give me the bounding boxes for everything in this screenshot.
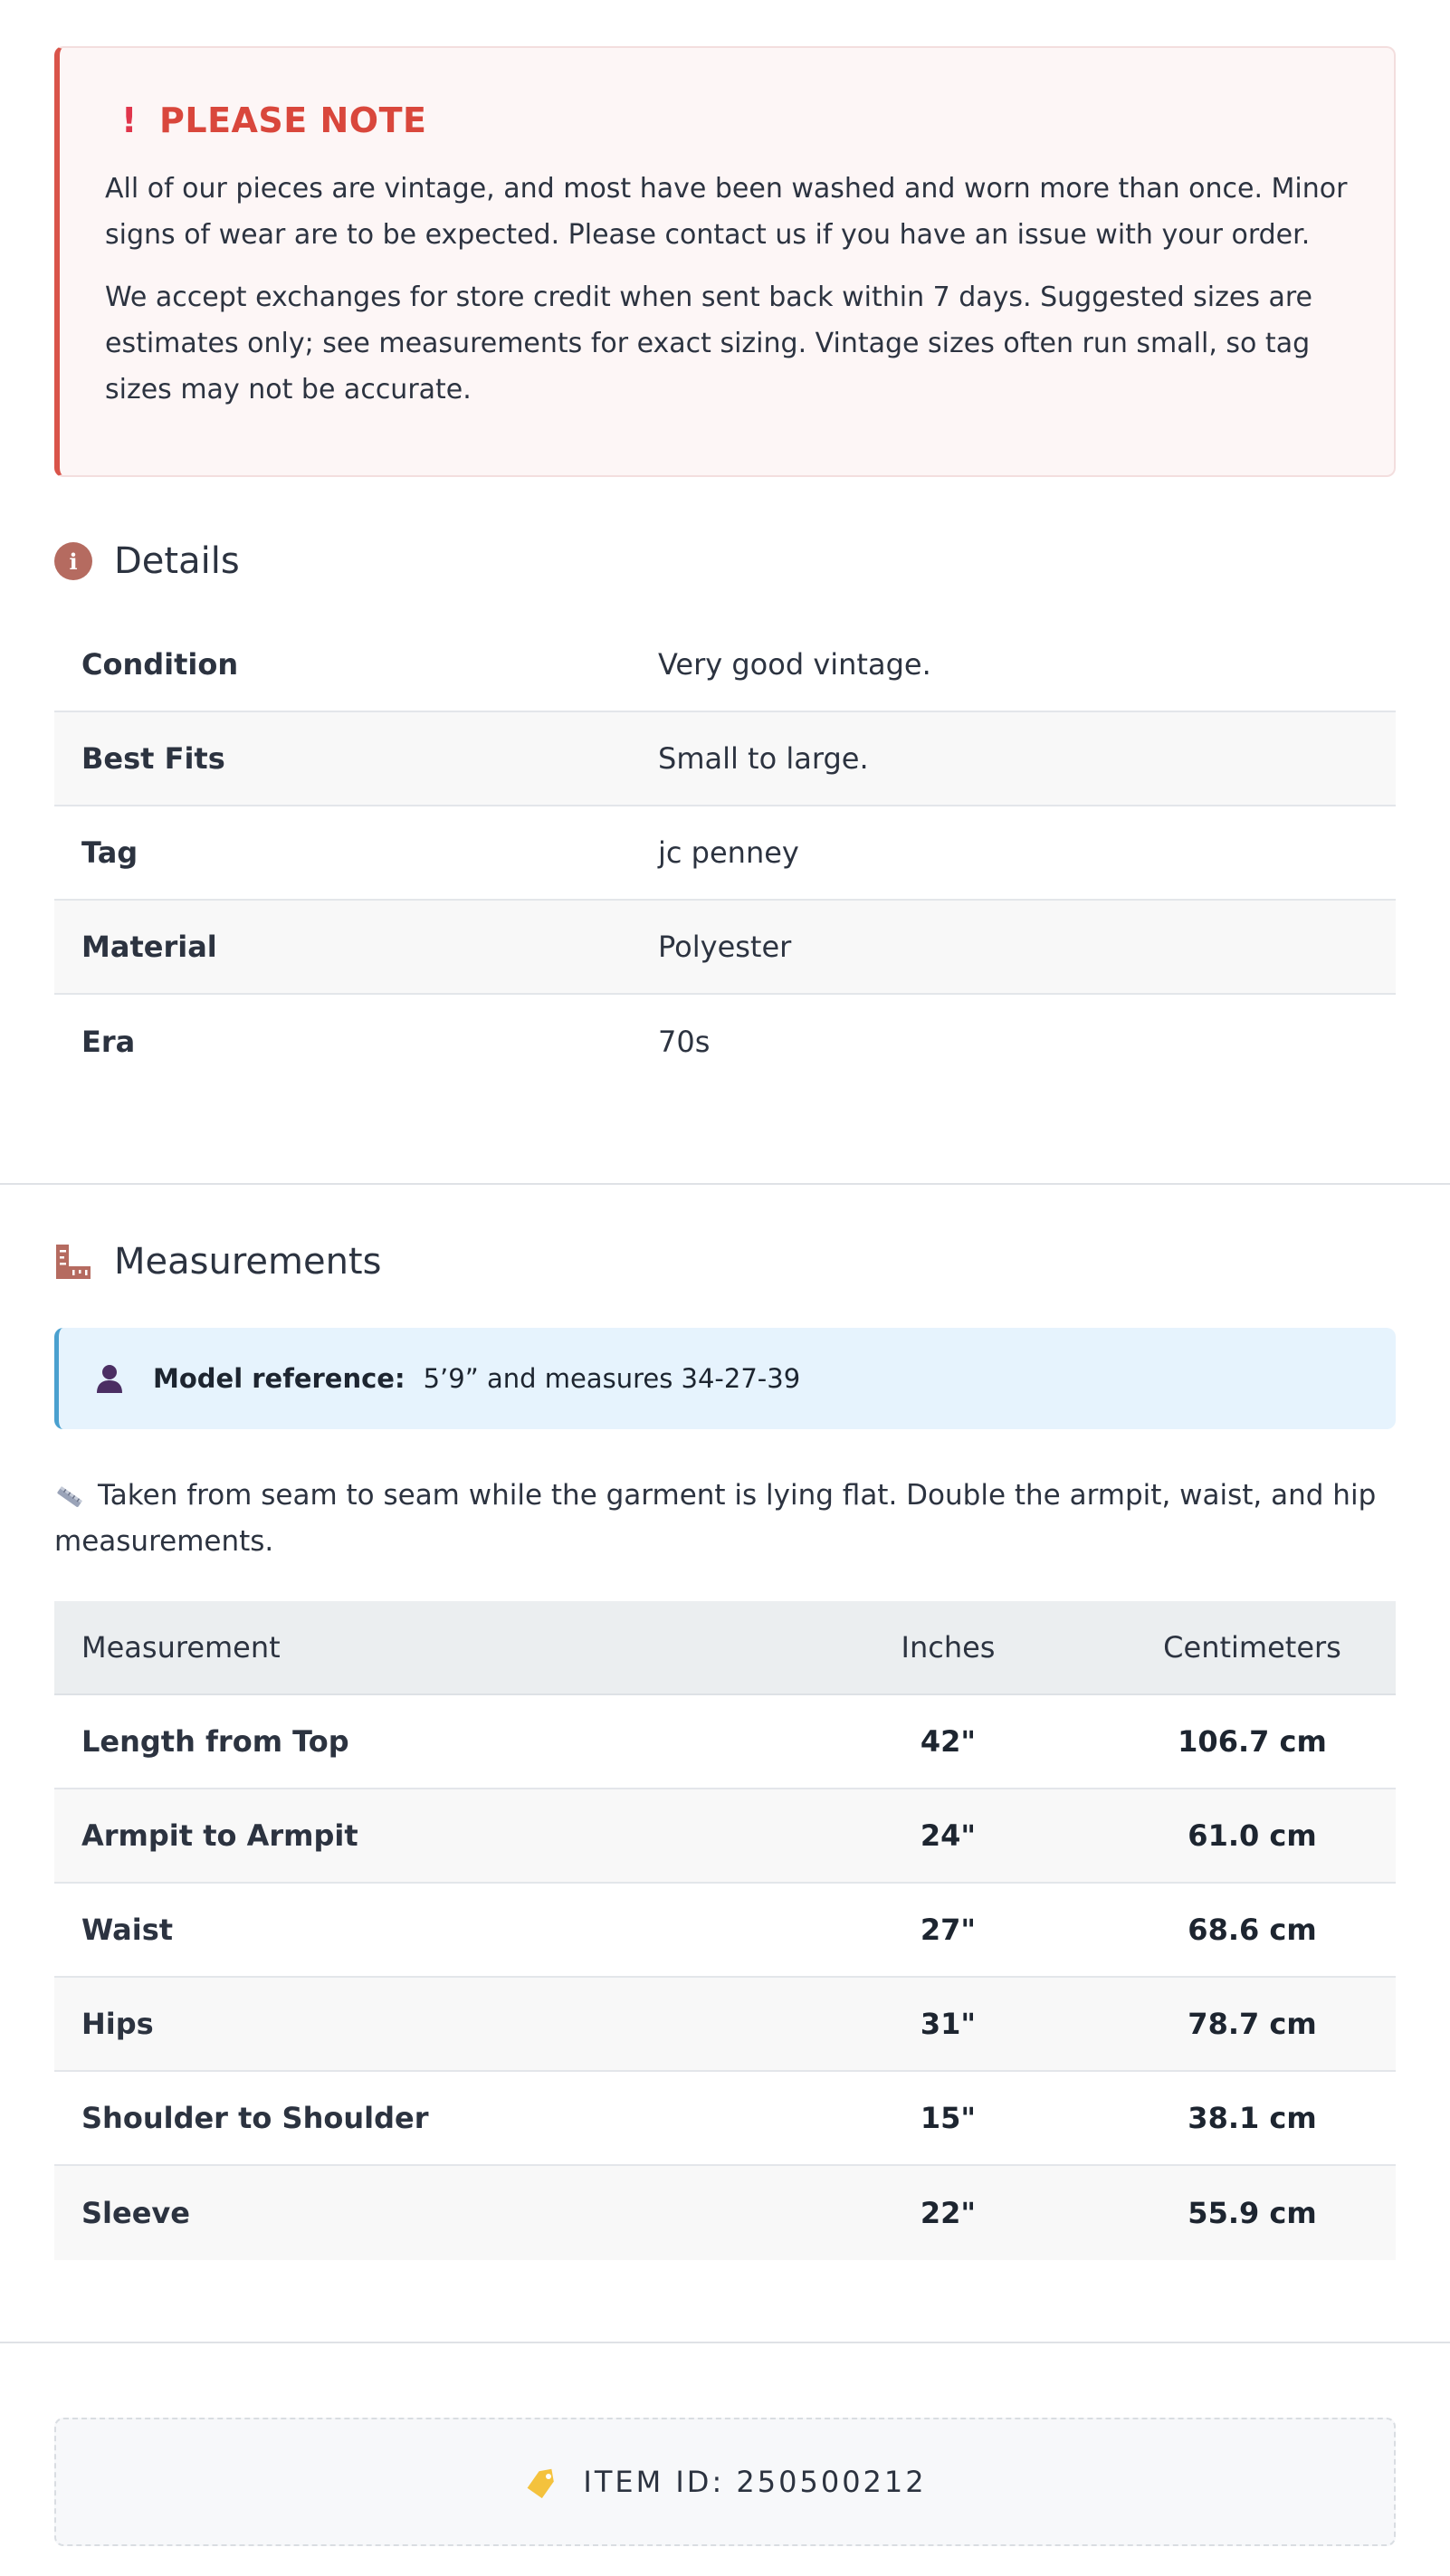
exclamation-icon: ! — [121, 100, 138, 140]
measurement-name: Waist — [81, 1913, 174, 1947]
section-divider — [0, 1183, 1450, 1185]
details-value: Polyester — [658, 930, 792, 964]
model-reference-value: 5’9” and measures 34-27-39 — [423, 1363, 801, 1394]
measurement-name: Shoulder to Shoulder — [81, 2101, 429, 2135]
details-row — [54, 712, 1396, 806]
details-value: Small to large. — [658, 741, 869, 776]
measurement-cm: 55.9 cm — [1188, 2196, 1317, 2230]
table-row — [54, 2072, 1396, 2166]
table-row — [54, 1884, 1396, 1978]
measurement-cm: 38.1 cm — [1188, 2101, 1317, 2135]
details-label: Best Fits — [81, 741, 225, 776]
note-paragraph: All of our pieces are vintage, and most have been washed and worn more than once. Minor signs of wear are to be expected. Please contact us if you have an issue with your order. — [105, 173, 1348, 251]
measurement-inches: 15" — [920, 2101, 977, 2135]
details-title: Details — [114, 540, 240, 582]
measurement-cm: 61.0 cm — [1188, 1818, 1317, 1853]
note-box — [54, 46, 1396, 477]
measurements-header — [54, 1241, 1396, 1283]
person-icon — [93, 1362, 126, 1395]
item-id: ITEM ID: 250500212 — [583, 2465, 927, 2499]
details-row — [54, 618, 1396, 712]
details-label: Tag — [81, 835, 138, 870]
measurement-inches: 27" — [920, 1913, 977, 1947]
details-row — [54, 806, 1396, 901]
measurement-name: Hips — [81, 2007, 154, 2041]
measurements-table — [54, 1601, 1396, 2260]
details-label: Material — [81, 930, 217, 964]
measurement-cm: 106.7 cm — [1178, 1724, 1327, 1759]
section-divider — [0, 2342, 1450, 2343]
measurement-name: Sleeve — [81, 2196, 190, 2230]
measurements-title: Measurements — [114, 1241, 382, 1283]
note-header — [105, 98, 1349, 143]
details-value: Very good vintage. — [658, 647, 931, 682]
model-reference — [54, 1328, 1396, 1429]
model-reference-label: Model reference: — [153, 1363, 405, 1394]
measurement-inches: 42" — [920, 1724, 977, 1759]
table-row — [54, 1695, 1396, 1789]
table-row — [54, 1978, 1396, 2072]
measurement-note: Taken from seam to seam while the garment is lying flat. Double the armpit, waist, and hip measurements. — [54, 1479, 1377, 1558]
details-value: 70s — [658, 1025, 711, 1059]
table-header-row — [54, 1601, 1396, 1695]
tag-icon — [523, 2466, 559, 2498]
details-table — [54, 618, 1396, 1089]
details-row — [54, 901, 1396, 995]
note-paragraph: We accept exchanges for store credit when sent back within 7 days. Suggested sizes are estimates only; see measurements for exact sizing. Vintage sizes often run small, so tag sizes may not be accurate. — [105, 281, 1313, 405]
measurement-name: Length from Top — [81, 1724, 349, 1759]
pencil-icon — [54, 1484, 87, 1510]
details-label: Condition — [81, 647, 239, 682]
ruler-icon — [54, 1243, 92, 1281]
measurement-name: Armpit to Armpit — [81, 1818, 358, 1853]
info-icon: i — [54, 542, 92, 580]
column-header: Measurement — [81, 1630, 281, 1665]
measurement-inches: 24" — [920, 1818, 977, 1853]
item-id-box — [54, 2418, 1396, 2546]
column-header: Inches — [901, 1630, 996, 1665]
measurement-cm: 68.6 cm — [1188, 1913, 1317, 1947]
details-row — [54, 995, 1396, 1089]
measurement-cm: 78.7 cm — [1188, 2007, 1317, 2041]
details-header — [54, 540, 1396, 582]
column-header: Centimeters — [1163, 1630, 1341, 1665]
table-row — [54, 2166, 1396, 2260]
measurement-inches: 22" — [920, 2196, 977, 2230]
measurement-inches: 31" — [920, 2007, 977, 2041]
details-value: jc penney — [658, 835, 799, 870]
measurement-instructions — [54, 1473, 1396, 1565]
note-title: PLEASE NOTE — [159, 100, 427, 140]
details-label: Era — [81, 1025, 136, 1059]
table-row — [54, 1789, 1396, 1884]
